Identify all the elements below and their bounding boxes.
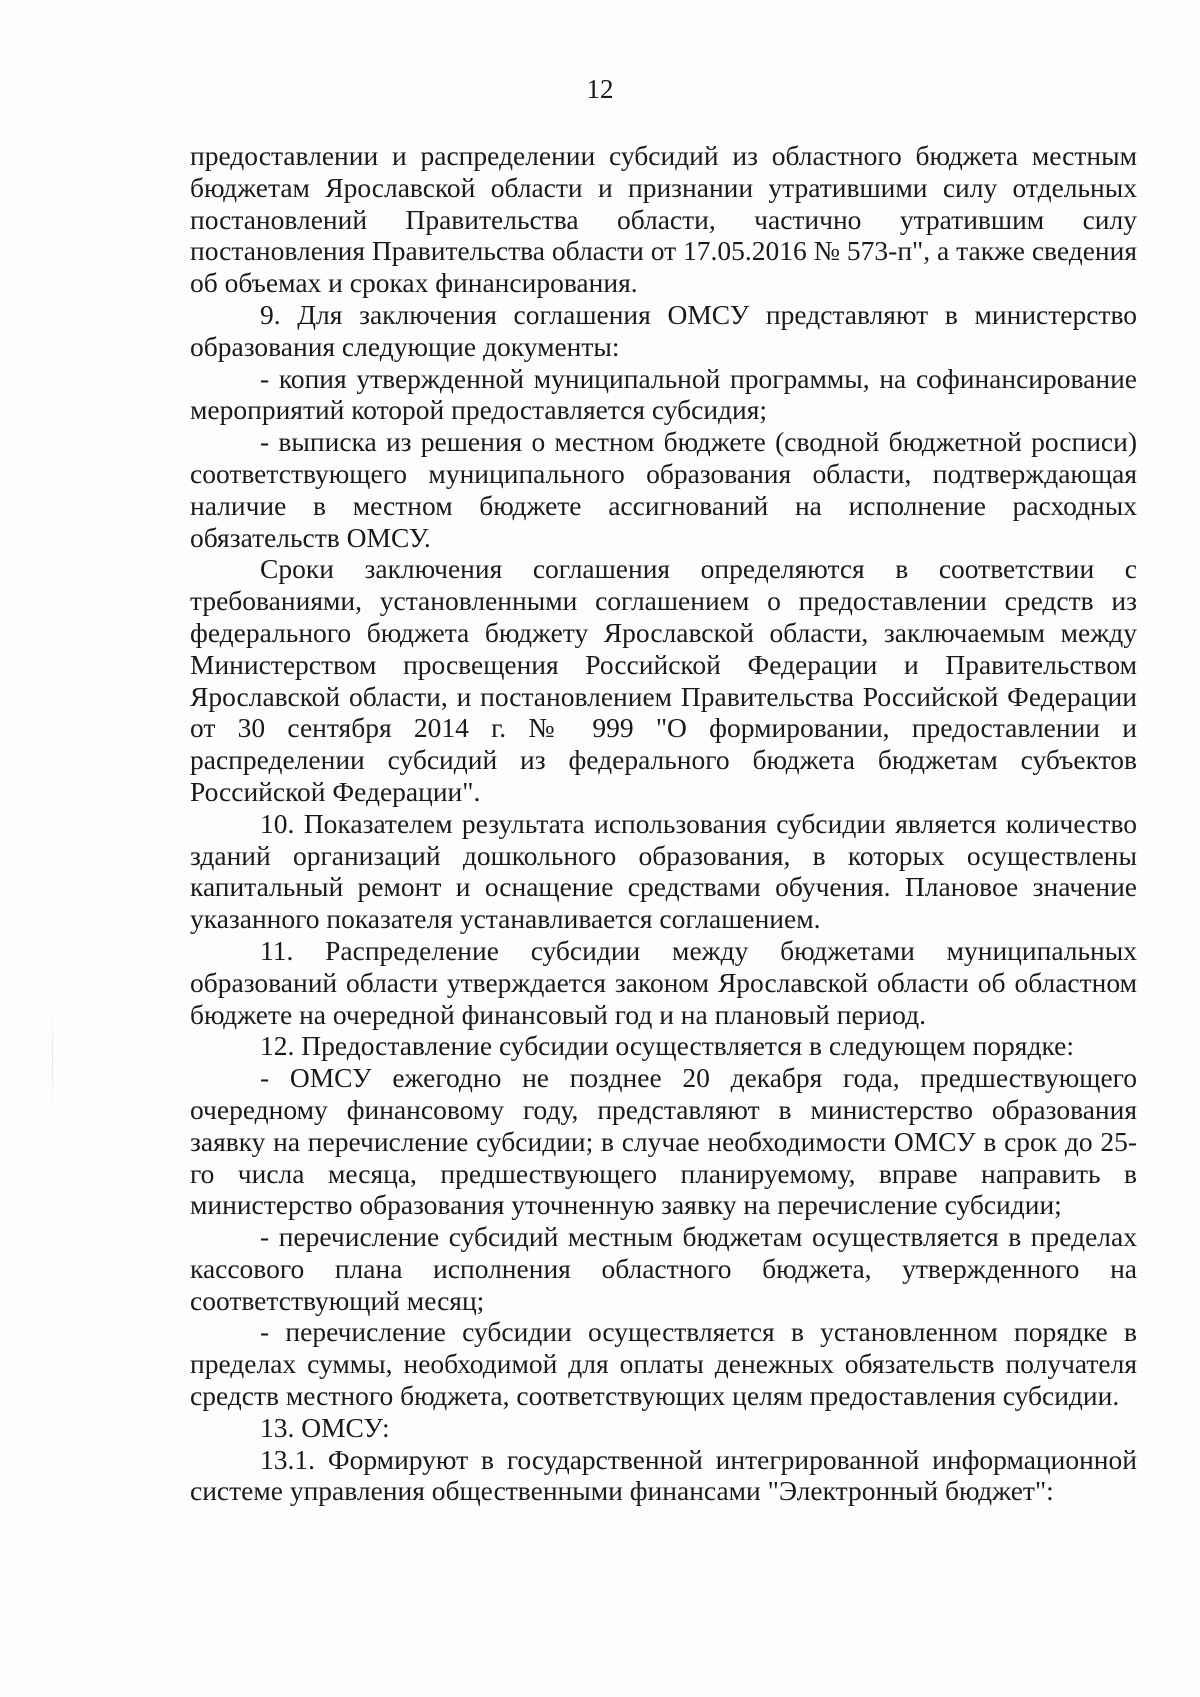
paragraph-item-9: 9. Для заключения соглашения ОМСУ представляют в министерство образования следующие документы: bbox=[190, 298, 1137, 362]
paragraph-item-12: 12. Предоставление субсидии осуществляется в следующем порядке: bbox=[260, 1030, 1074, 1062]
paragraph-item-11: 11. Распределение субсидии между бюджетами муниципальных образований области утверждается законом Ярославской области об областном бюджете на очередной финансовый год и на плановый период. bbox=[190, 934, 1137, 1030]
page-number: 12 bbox=[586, 74, 614, 104]
paragraph-continuation: предоставлении и распределении субсидий из областного бюджета местным бюджетам Ярославской области и признании утратившими силу отдельных постановлений Правительства области, частично утратившим силу постановления Правительства области от 17.05.2016 № 573-п", а также сведения об объемах и сроках финансирования. bbox=[190, 140, 1137, 299]
list-item-program-copy: - копия утвержденной муниципальной программы, на софинансирование мероприятий которой предоставляется субсидия; bbox=[190, 362, 1137, 426]
paragraph-item-10: 10. Показателем результата использования субсидии является количество зданий организаций дошкольного образования, в которых осуществлены капитальный ремонт и оснащение средствами обучения. Плановое значение указанного показателя устанавливается соглашением. bbox=[190, 807, 1137, 935]
paragraph-item-13-1: 13.1. Формируют в государственной интегрированной информационной системе управления общественными финансами "Электронный бюджет": bbox=[190, 1443, 1137, 1507]
list-item-transfer-cash-plan: - перечисление субсидий местным бюджетам осуществляется в пределах кассового плана исполнения областного бюджета, утвержденного на соответствующий месяц; bbox=[190, 1221, 1137, 1316]
document-body bbox=[190, 140, 1137, 1507]
list-item-omsu-request: - ОМСУ ежегодно не позднее 20 декабря года, предшествующего очередному финансовому году, представляют в министерство образования заявку на перечисление субсидии; в случае необходимости ОМСУ в срок до 25-го числа месяца, предшествующего планируемому, вправе направить в министерство образования уточненную заявку на перечисление субсидии; bbox=[190, 1062, 1137, 1221]
list-item-transfer-amount: - перечисление субсидии осуществляется в установленном порядке в пределах суммы, необходимой для оплаты денежных обязательств получателя средств местного бюджета, соответствующих целям предоставления субсидии. bbox=[190, 1316, 1137, 1412]
list-item-budget-extract: - выписка из решения о местном бюджете (сводной бюджетной росписи) соответствующего муниципального образования области, подтверждающая наличие в местном бюджете ассигнований на исполнение расходных обязательств ОМСУ. bbox=[190, 426, 1137, 553]
scan-artifact-line bbox=[52, 1000, 53, 1120]
paragraph-agreement-terms: Сроки заключения соглашения определяются в соответствии с требованиями, установленными соглашением о предоставлении средств из федерального бюджета бюджету Ярославской области, заключаемым между Министерством просвещения Российской Федерации и Правительством Ярославской области, и постановлением Правительства Российской Федерации от 30 сентября 2014 г. № 999 "О формировании, предоставлении и распределении субсидий из федерального бюджета бюджетам субъектов Российской Федерации". bbox=[190, 553, 1137, 807]
paragraph-item-13: 13. ОМСУ: bbox=[260, 1411, 390, 1443]
